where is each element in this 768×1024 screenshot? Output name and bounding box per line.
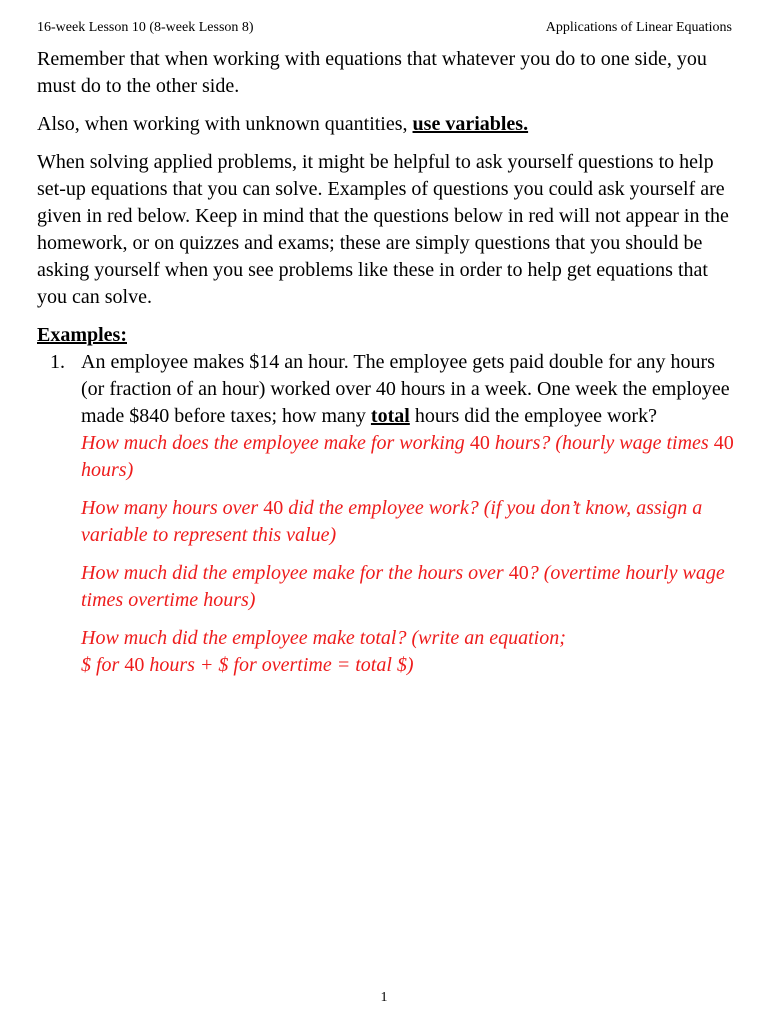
document-body <box>37 46 737 690</box>
guiding-question-3 <box>81 560 737 614</box>
use-variables-emphasis: use variables. <box>412 113 529 135</box>
question-text: How much did the employee make total? (write an equation; <box>81 627 566 649</box>
question-number: 40 <box>713 432 734 454</box>
question-number: 40 <box>124 654 145 676</box>
question-number: 40 <box>263 497 284 519</box>
page-header <box>37 18 732 38</box>
question-text: hours + $ for overtime = total $) <box>144 654 414 676</box>
intro-paragraph-3: When solving applied problems, it might be helpful to ask yourself questions to help set-up equations that you can solve. Examples of questions you could ask yourself are given in red below. Keep in mind that the questions below in red will not appear in the homework, or on quizzes and exams; these are simply questions that you should be asking yourself when you see problems like these in order to help get equations that you can solve. <box>37 151 729 308</box>
example-1-text: An employee makes $14 an hour. The employee gets paid double for any hours (or fraction of an hour) worked over 40 hours in a week. One week the employee made $840 before taxes; how many <box>81 351 730 427</box>
guiding-question-2 <box>81 495 737 549</box>
examples-heading: Examples: <box>37 324 127 346</box>
intro-paragraph-2 <box>37 111 737 138</box>
question-number: 40 <box>508 562 529 584</box>
intro-paragraph-1: Remember that when working with equations that whatever you do to one side, you must do to the other side. <box>37 48 707 97</box>
guiding-question-1 <box>81 430 737 484</box>
header-lesson-label: 16-week Lesson 10 (8-week Lesson 8) <box>37 20 254 35</box>
question-text: How much does the employee make for working <box>81 432 470 454</box>
header-topic-title: Applications of Linear Equations <box>545 20 732 35</box>
example-1-problem <box>81 349 737 430</box>
question-text: ? (overtime hourly wage times overtime hours) <box>81 562 725 611</box>
example-1 <box>37 349 737 679</box>
question-text: did the employee work? (if you don’t know, assign a variable to represent this value) <box>81 497 703 546</box>
question-text: How many hours over <box>81 497 264 519</box>
question-number: 40 <box>469 432 490 454</box>
question-text: How much did the employee make for the hours over <box>81 562 509 584</box>
question-text: hours? (hourly wage times <box>489 432 714 454</box>
example-number: 1. <box>50 351 65 373</box>
intro-paragraph-2-text: Also, when working with unknown quantities, <box>37 113 413 135</box>
question-text: $ for <box>81 654 125 676</box>
total-emphasis: total <box>370 405 410 427</box>
page-number: 1 <box>380 990 388 1005</box>
guiding-question-4 <box>81 625 737 679</box>
example-1-text-end: hours did the employee work? <box>409 405 657 427</box>
question-text: hours) <box>81 459 134 481</box>
